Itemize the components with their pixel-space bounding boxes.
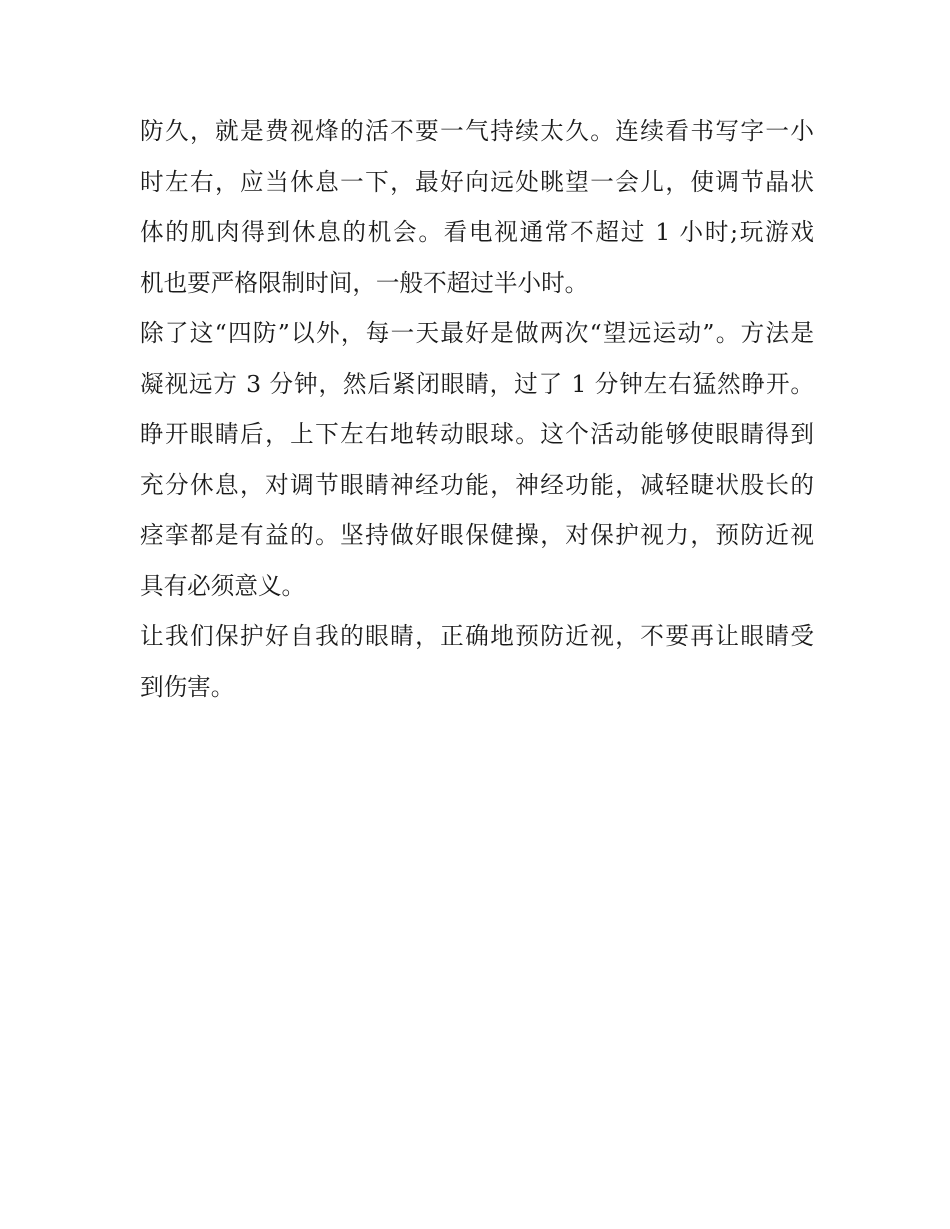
text-line: 除了这“四防”以外，每一天最好是做两次“望远运动”。方法是 (140, 319, 814, 347)
text-line: 凝视远方 3 分钟，然后紧闭眼睛，过了 1 分钟左右猛然睁开。 (140, 369, 814, 398)
paragraph-1 (140, 106, 814, 308)
text-line: 到伤害。 (140, 672, 235, 701)
text-line: 睁开眼睛后，上下左右地转动眼球。这个活动能够使眼睛得到 (140, 420, 814, 448)
text-line: 让我们保护好自我的眼睛，正确地预防近视，不要再让眼睛受 (140, 622, 814, 650)
text-line: 体的肌肉得到休息的机会。看电视通常不超过 1 小时;玩游戏 (140, 218, 814, 246)
text-line: 防久，就是费视烽的活不要一气持续太久。连续看书写字一小 (140, 117, 814, 145)
paragraph-3 (140, 611, 814, 712)
document-page (140, 106, 814, 712)
text-line: 充分休息，对调节眼睛神经功能，神经功能，减轻睫状股长的 (140, 470, 814, 499)
text-line: 机也要严格限制时间，一般不超过半小时。 (140, 268, 589, 297)
text-line: 具有必须意义。 (140, 571, 306, 600)
text-line: 痉挛都是有益的。坚持做好眼保健操，对保护视力，预防近视 (140, 521, 814, 549)
text-line: 时左右，应当休息一下，最好向远处眺望一会儿，使调节晶状 (140, 167, 814, 196)
paragraph-2 (140, 308, 814, 611)
